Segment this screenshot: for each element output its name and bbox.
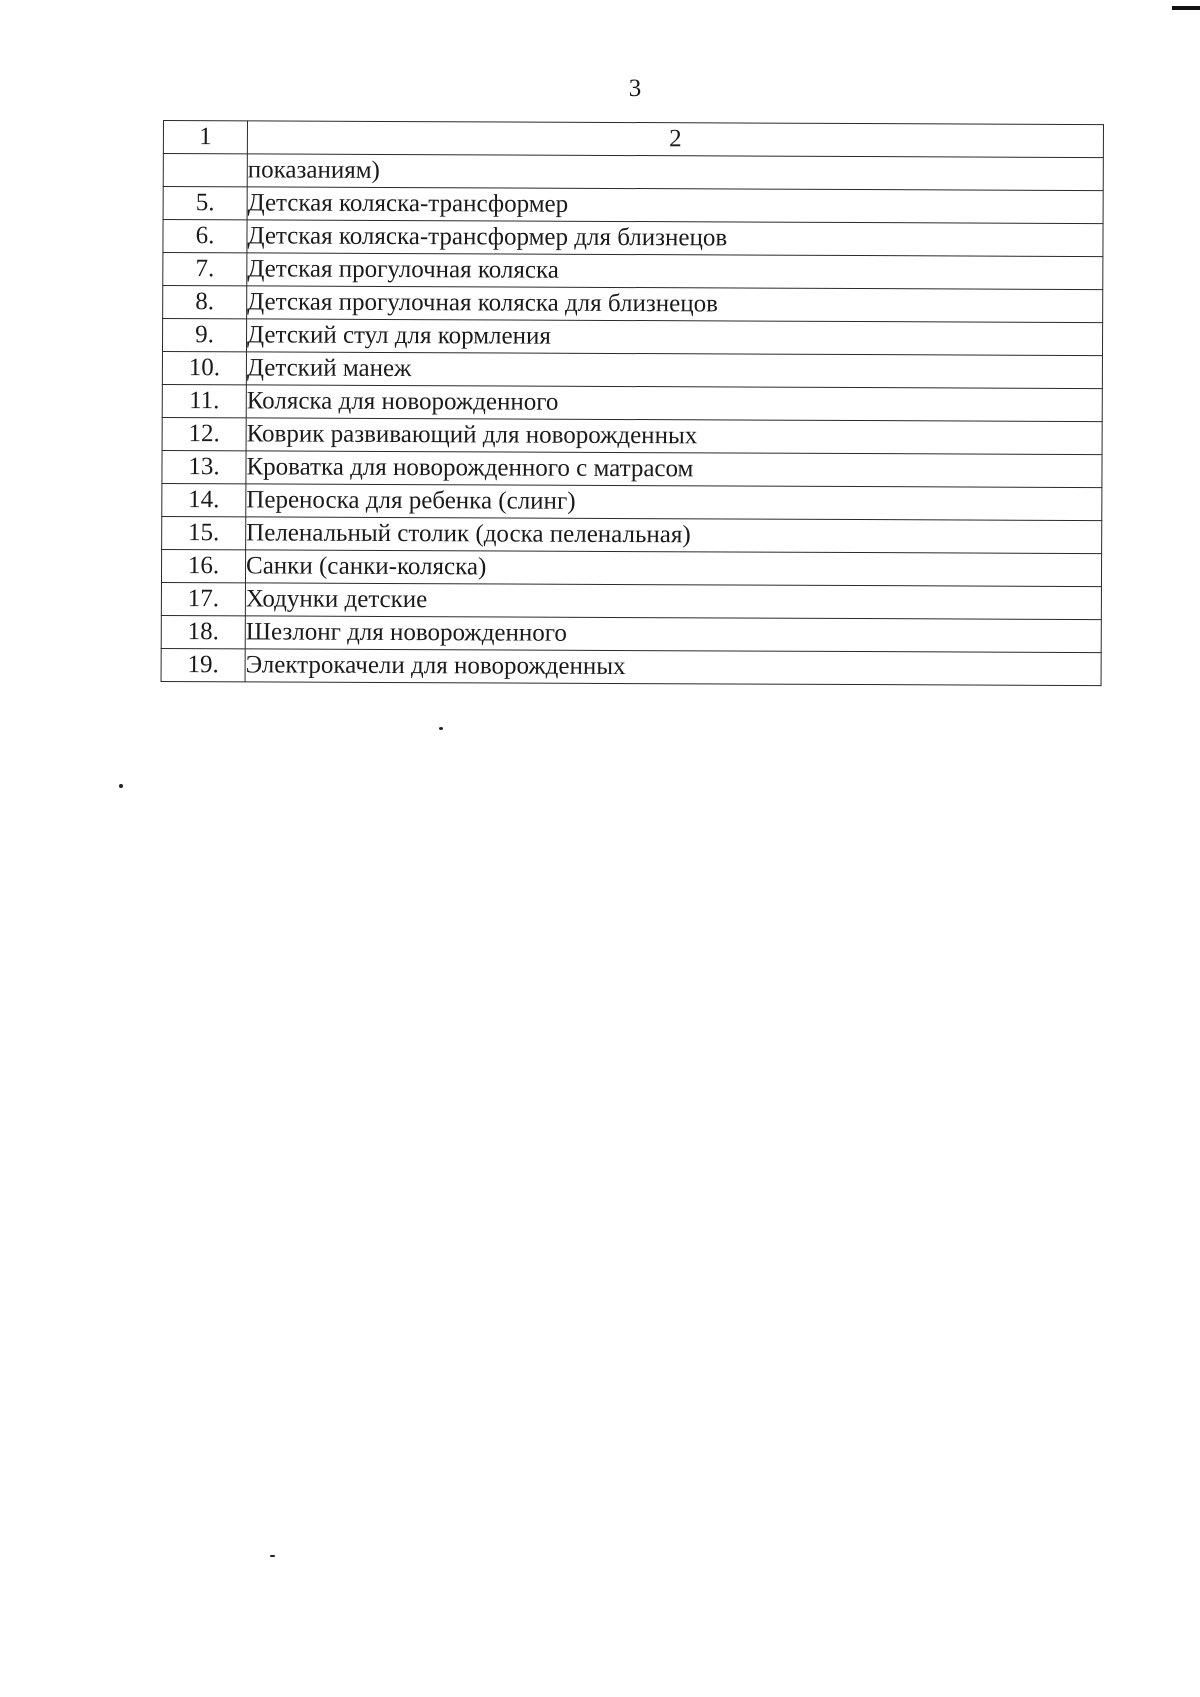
row-item-name: Ходунки детские	[245, 583, 1101, 620]
row-number: 17.	[161, 582, 245, 615]
scan-speck	[439, 727, 443, 730]
scan-edge-mark	[1172, 6, 1200, 10]
row-number: 10.	[162, 351, 246, 384]
table-row	[163, 253, 1103, 290]
row-number: 15.	[162, 516, 246, 549]
row-number: 9.	[162, 319, 246, 352]
row-number: 13.	[162, 450, 246, 483]
row-item-name: Детская коляска-трансформер для близнецов	[247, 220, 1103, 257]
row-item-name: Переноска для ребенка (слинг)	[246, 484, 1102, 521]
page-number: 3	[628, 75, 642, 102]
row-item-name: Кроватка для новорожденного с матрасом	[246, 451, 1102, 488]
row-item-name: Детский стул для кормления	[246, 319, 1102, 356]
table-row	[162, 417, 1102, 454]
table-row	[162, 450, 1102, 487]
scan-speck	[270, 1555, 275, 1557]
header-col-number: 1	[163, 121, 247, 154]
row-item-name: Пеленальный столик (доска пеленальная)	[246, 517, 1102, 554]
table-row	[162, 319, 1102, 356]
table-row	[161, 549, 1101, 586]
row-item-name: Коляска для новорожденного	[246, 385, 1102, 422]
items-table	[161, 120, 1104, 686]
row-item-name: Электрокачели для новорожденных	[245, 649, 1101, 686]
row-number: 8.	[163, 286, 247, 319]
table-header-row	[163, 121, 1103, 158]
row-number: 19.	[161, 648, 245, 681]
row-number: 12.	[162, 417, 246, 450]
row-item-name: Санки (санки-коляска)	[245, 550, 1101, 587]
row-number	[163, 154, 247, 187]
items-table-body	[161, 121, 1103, 686]
table-row	[162, 483, 1102, 520]
row-item-name: Шезлонг для новорожденного	[245, 616, 1101, 653]
table-row	[161, 648, 1101, 685]
table-row	[162, 384, 1102, 421]
row-item-name: Коврик развивающий для новорожденных	[246, 418, 1102, 455]
row-number: 14.	[162, 483, 246, 516]
row-number: 6.	[163, 220, 247, 253]
row-number: 7.	[163, 253, 247, 286]
row-number: 16.	[161, 549, 245, 582]
scan-speck	[119, 784, 123, 788]
table-row	[162, 516, 1102, 553]
row-number: 5.	[163, 187, 247, 220]
header-col-name: 2	[247, 121, 1103, 158]
row-item-name: Детская прогулочная коляска для близнецов	[247, 286, 1103, 323]
row-number: 18.	[161, 615, 245, 648]
row-number: 11.	[162, 384, 246, 417]
table-row	[162, 351, 1102, 388]
row-item-name: показаниям)	[247, 154, 1103, 191]
row-item-name: Детская прогулочная коляска	[247, 253, 1103, 290]
row-item-name: Детский манеж	[246, 352, 1102, 389]
table-row	[161, 615, 1101, 652]
table-row	[163, 154, 1103, 191]
row-item-name: Детская коляска-трансформер	[247, 187, 1103, 224]
table-row	[163, 286, 1103, 323]
table-row	[163, 187, 1103, 224]
table-row	[161, 582, 1101, 619]
table-row	[163, 220, 1103, 257]
